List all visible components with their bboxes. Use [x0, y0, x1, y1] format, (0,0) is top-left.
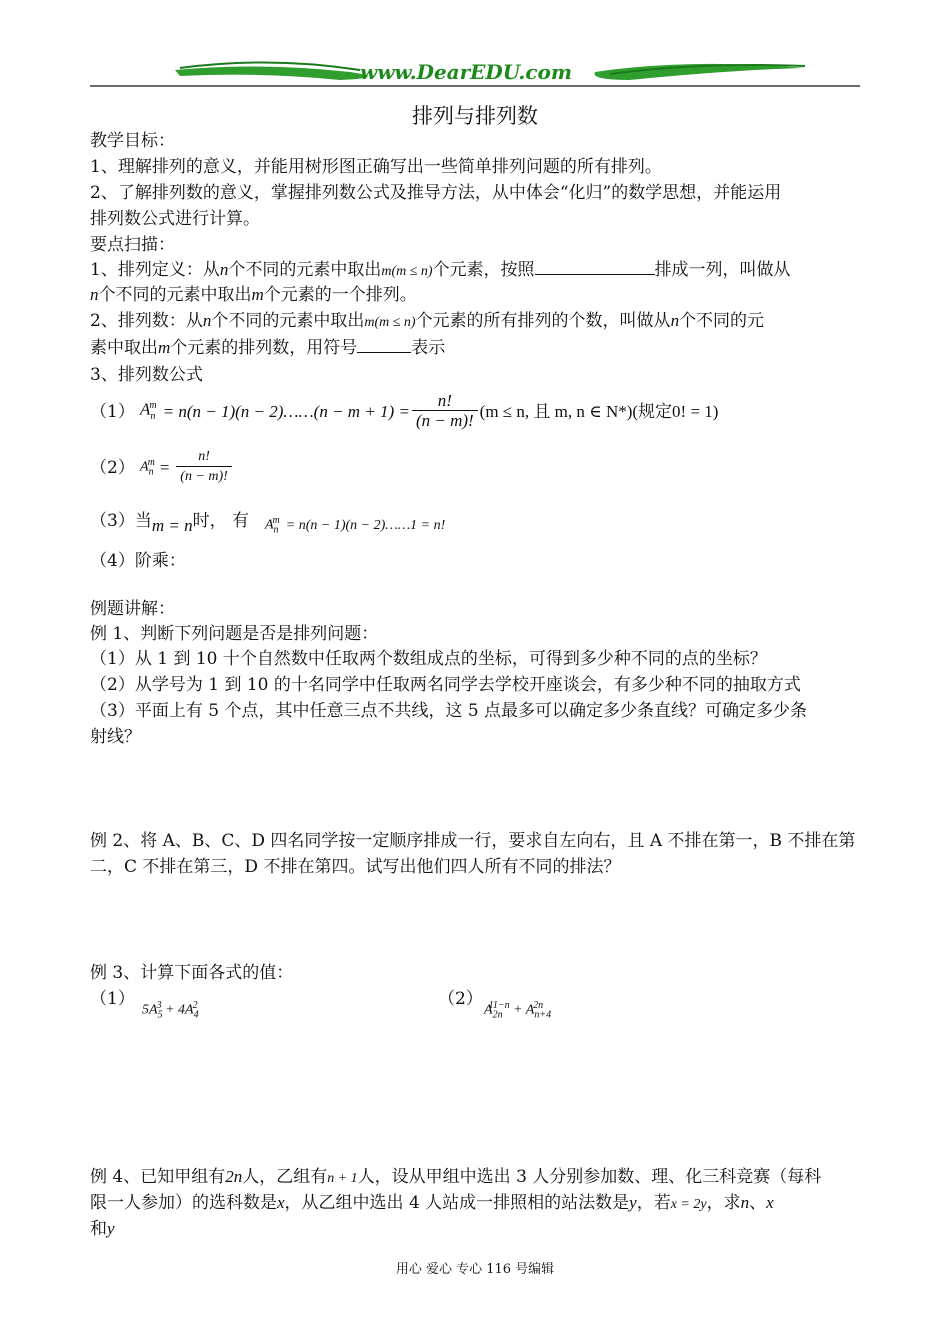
expression-A2n-11-n-plus-An4-2n: $A_{2n}^{11-n} + A_{n+4}^{2n}$ [484, 1000, 552, 1021]
var-y: y [629, 1193, 637, 1212]
fill-in-blank [357, 336, 411, 353]
var-n: n [90, 285, 99, 304]
formula-1-condition: (m ≤ n, 且 m, n ∈ N*)(规定0! = 1) [479, 401, 719, 421]
equation-x-eq-2y: x = 2y [670, 1197, 707, 1212]
example-4-line2 [90, 1192, 774, 1216]
symbol-A-n-m: $A_n^m$ [140, 399, 157, 423]
symbol-A-n-m: $A_n^m$ [264, 515, 280, 536]
point-1-line2 [90, 284, 417, 306]
point-2-line1 [90, 310, 764, 334]
goals-heading: 教学目标： [90, 131, 175, 151]
goal-item-2-line1: 2、了解排列数的意义，掌握排列数公式及推导方法，从中体会“化归”的数学思想，并能运用 [90, 183, 782, 203]
numerator: n! [198, 449, 210, 464]
var-2n: 2n [225, 1167, 243, 1186]
example-3: 例 3、计算下面各式的值： [90, 963, 294, 983]
text: 个元素的一个排列。 [263, 285, 417, 305]
point-3-heading: 3、排列数公式 [90, 365, 203, 385]
text: 和 [90, 1219, 107, 1239]
example-2-line2: 二，C 不排在第三，D 不排在第四。试写出他们四人所有不同的排法？ [90, 857, 621, 877]
var-y: y [107, 1219, 115, 1238]
math-m-le-n: m(m ≤ n) [364, 315, 416, 330]
expression-5A53-plus-4A42: $5A_5^3 + 4A_4^2$ [142, 1000, 199, 1021]
var-m: m [251, 285, 264, 304]
fill-in-blank [535, 258, 655, 275]
denominator: (n − m)! [412, 410, 478, 431]
denominator: (n − m)! [176, 466, 232, 487]
text: 排成一列，叫做从 [654, 260, 791, 280]
condition-m-eq-n: m = n [151, 515, 193, 535]
text: ，求 [706, 1193, 741, 1213]
var-x: x [277, 1193, 285, 1212]
var-n: n [740, 1193, 750, 1212]
var-n: n [219, 260, 229, 279]
var-m: m [158, 338, 171, 357]
text: 个不同的元素中取出 [98, 285, 252, 305]
label: （3）当 [90, 510, 152, 531]
page-footer: 用心 爱心 专心 116 号编辑 [395, 1262, 555, 1277]
goal-item-2-line2: 排列数公式进行计算。 [90, 209, 260, 229]
page-title: 排列与排列数 [412, 104, 538, 128]
text: 例 4、已知甲组有 [90, 1167, 226, 1187]
var-n: n [670, 311, 680, 330]
fraction [412, 392, 478, 431]
text: 表示 [411, 338, 446, 358]
example-1-item-1: （1）从 1 到 10 十个自然数中任取两个数组成点的坐标，可得到多少种不同的点的坐标？ [90, 649, 767, 669]
var-n-plus-1: n + 1 [327, 1171, 358, 1186]
example-2-line1: 例 2、将 A、B、C、D 四名同学按一定顺序排成一行，要求自左向右，且 A 不排在第一，B 不排在第 [90, 831, 856, 851]
examples-heading: 例题讲解： [90, 599, 175, 619]
point-1-line1 [90, 258, 791, 283]
text: 个元素，按照 [432, 260, 535, 280]
formula-3-rhs: = n(n − 1)(n − 2)……1 = n! [285, 517, 446, 533]
label: （1） [90, 401, 135, 422]
logo-text: www.DearEDU.com [360, 60, 573, 84]
point-2-line2 [90, 336, 445, 359]
header-logo [90, 58, 860, 92]
example-4-line3 [90, 1218, 115, 1240]
text: ，从乙组中选出 4 人站成一排照相的站法数是 [284, 1193, 630, 1213]
points-heading: 要点扫描： [90, 235, 175, 255]
text: 、 [749, 1193, 767, 1213]
example-3-item-2 [438, 988, 483, 1010]
example-1-item-3: （3）平面上有 5 个点，其中任意三点不共线，这 5 点最多可以确定多少条直线？可确定多少条 [90, 701, 808, 721]
label: （2） [438, 989, 483, 1009]
text: 素中取出 [90, 338, 158, 358]
example-1-item-3-cont: 射线？ [90, 727, 141, 747]
text: 个元素的排列数，用符号 [170, 338, 358, 358]
text: 个不同的元素中取出 [211, 311, 365, 331]
equals-sign: = [158, 457, 171, 477]
numerator: n! [437, 391, 452, 410]
text: 时， 有 [192, 510, 249, 531]
label: （1） [90, 989, 135, 1009]
formula-1 [90, 392, 718, 431]
text: 人，设从甲组中选出 3 人分别参加数、理、化三科竞赛（每科 [357, 1167, 822, 1187]
example-1-item-2: （2）从学号为 1 到 10 的十名同学中任取两名同学去学校开座谈会，有多少种不同的抽取方式 [90, 675, 801, 695]
example-3-item-1 [90, 988, 135, 1010]
text: ，若 [636, 1193, 671, 1213]
text: 个不同的元素中取出 [228, 260, 382, 280]
text: 个元素的所有排列的个数，叫做从 [415, 311, 671, 331]
fraction [176, 448, 232, 487]
formula-3 [90, 500, 445, 541]
text: 人，乙组有 [242, 1167, 328, 1187]
example-1: 例 1、判断下列问题是否是排列问题： [90, 624, 379, 644]
goal-item-1: 1、理解排列的意义，并能用树形图正确写出一些简单排列问题的所有排列。 [90, 157, 662, 177]
text: 2、排列数：从 [90, 311, 203, 331]
point-4-factorial: （4）阶乘： [90, 551, 186, 571]
math-m-le-n: m(m ≤ n) [381, 264, 433, 279]
var-n: n [202, 311, 212, 330]
text: 限一人参加）的选科数是 [90, 1193, 277, 1213]
formula-1-product: = n(n − 1)(n − 2)……(n − m + 1) = [162, 401, 410, 421]
text: 1、排列定义：从 [90, 260, 220, 280]
var-x: x [766, 1193, 774, 1212]
label: （2） [90, 457, 135, 478]
formula-2 [90, 448, 234, 487]
symbol-A-n-m: $A_n^m$ [140, 456, 155, 478]
text: 个不同的元 [679, 311, 765, 331]
example-4-line1 [90, 1166, 821, 1190]
